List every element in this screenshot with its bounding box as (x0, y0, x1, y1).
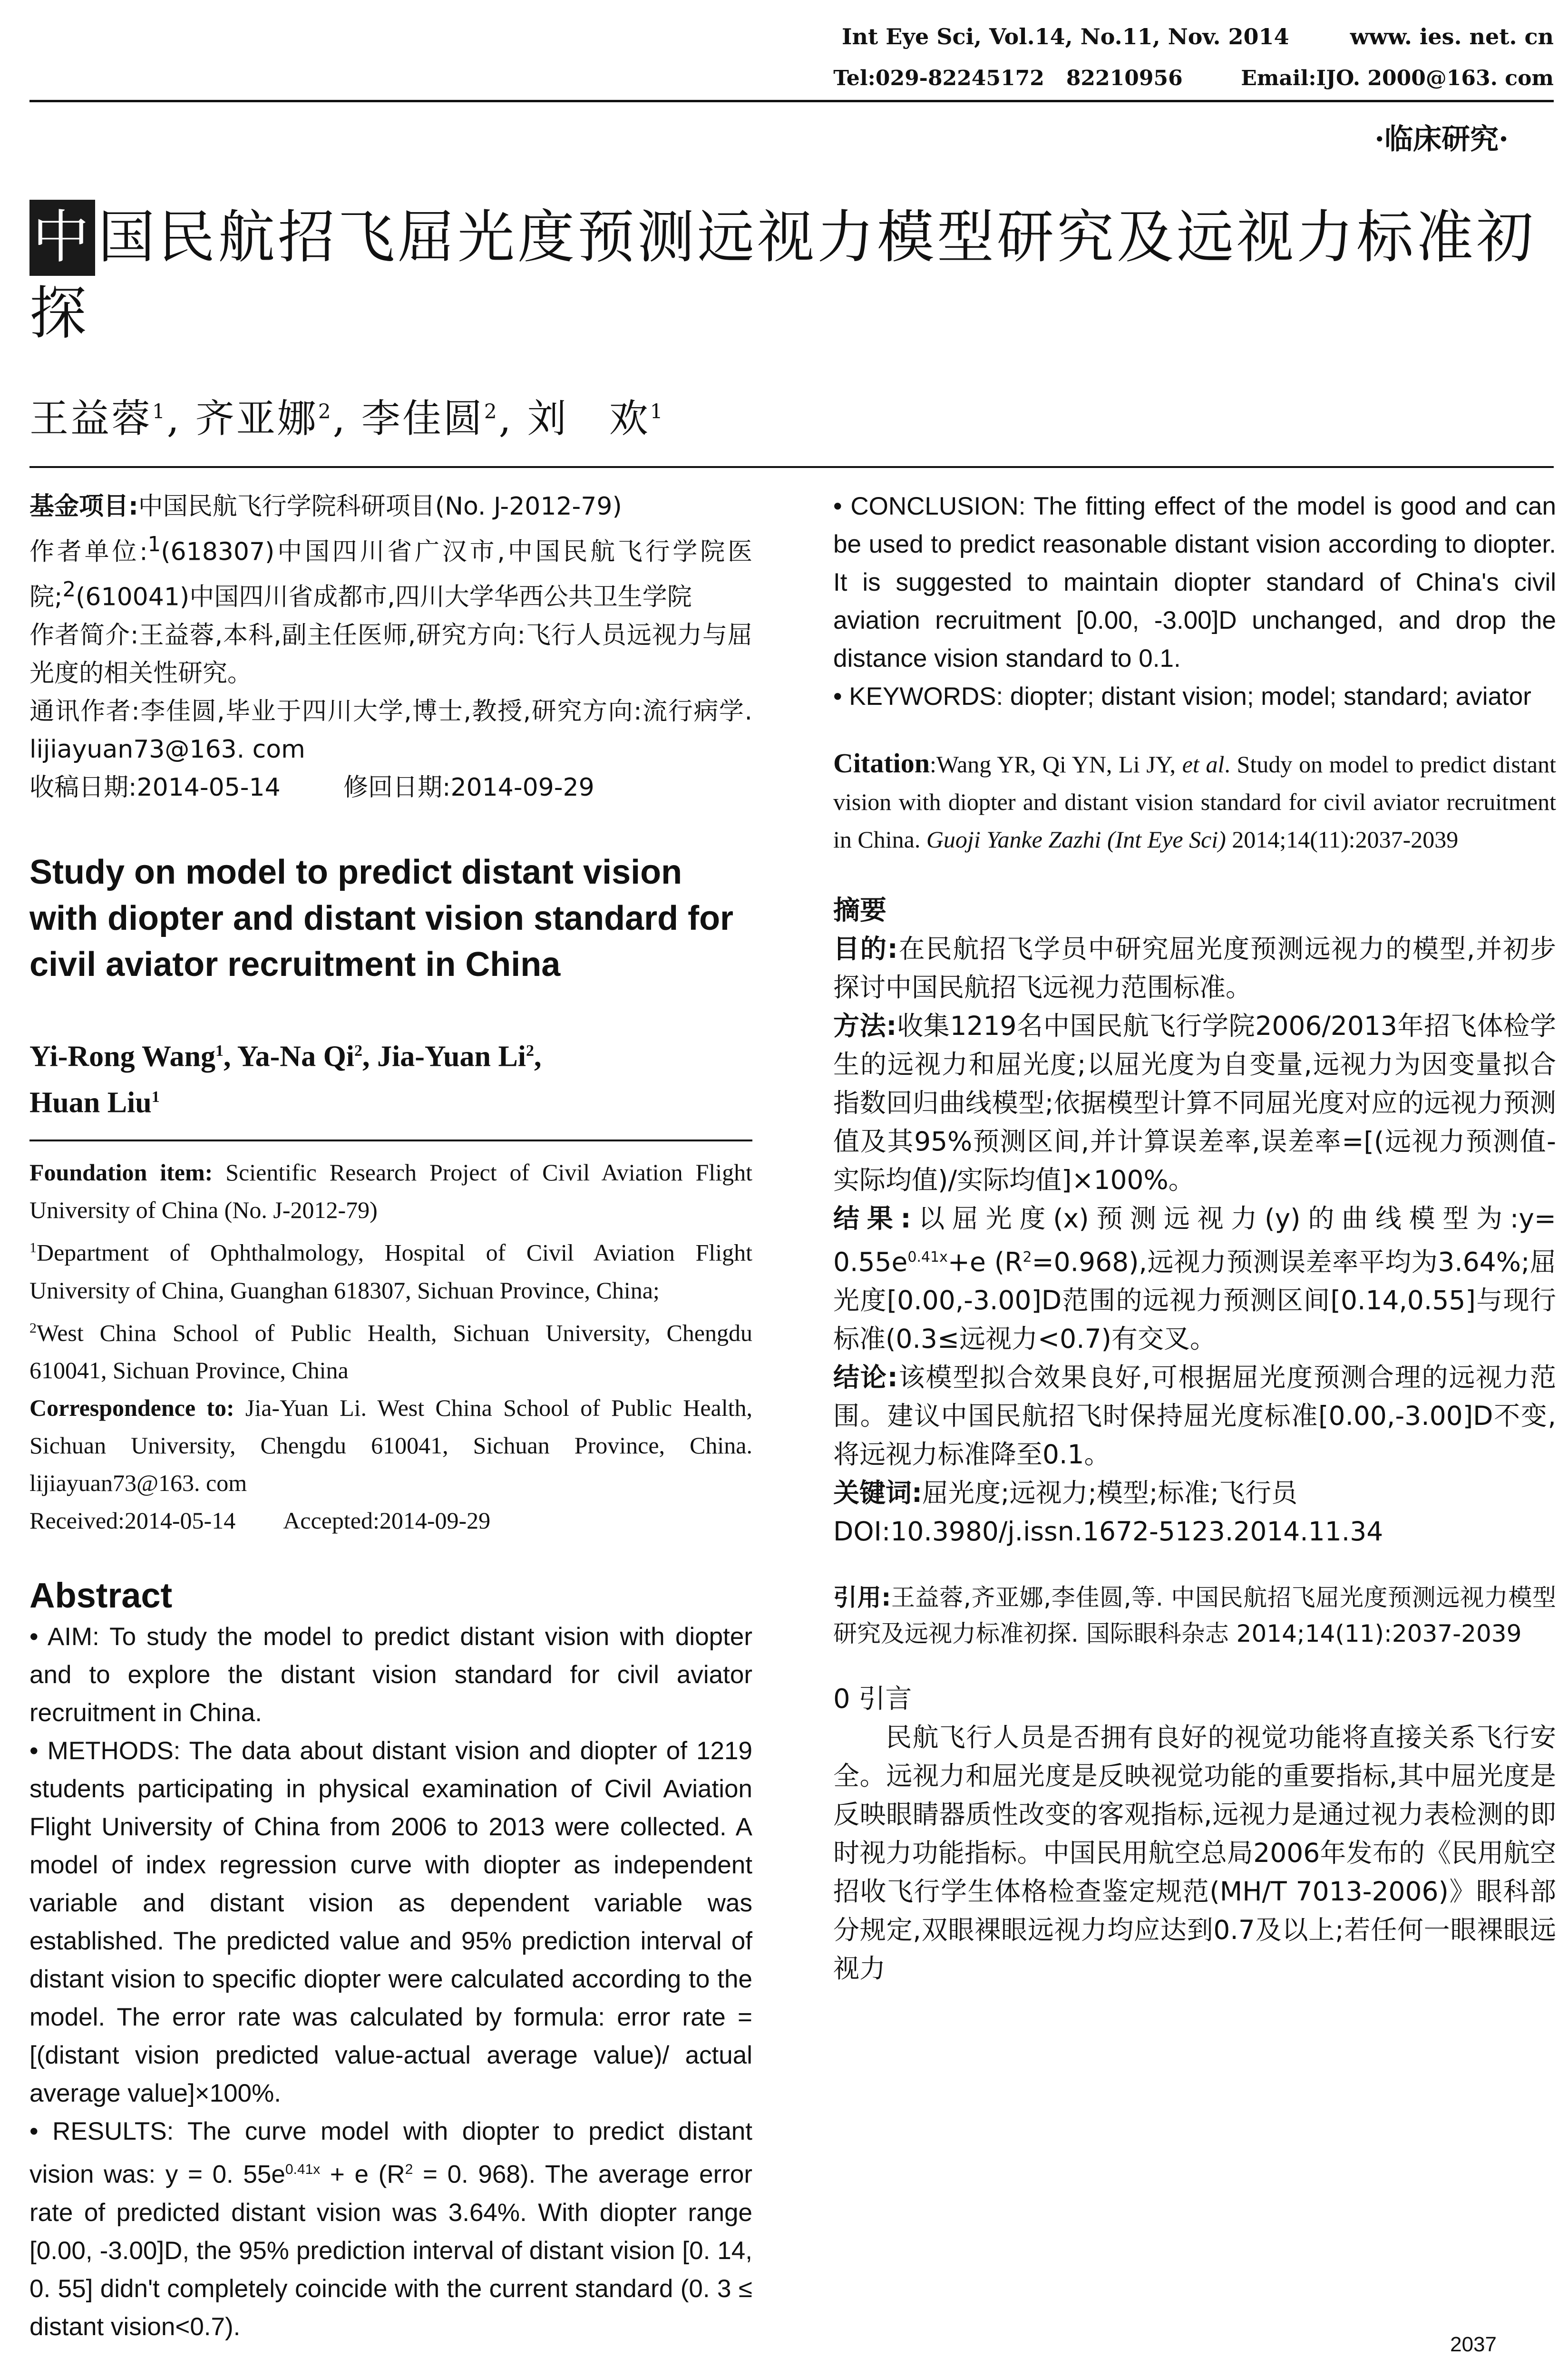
abstract-results: • RESULTS: The curve model with diopter to predict distant vision was: y = 0. $55e^{0.41x} + e$ ($R^2 = 0$. 968). The average error rate of predicted distant vision was 3.64%. With diopter range [0.00, -3.00]D, the 95% prediction interval of distant vision [0. 14, 0. 55] didn't completely coincide with the current standard (0. 3 ≤ distant vision<0.7). (29, 2117, 753, 2341)
header-rule (29, 100, 1554, 102)
section-tag: ·临床研究· (1374, 123, 1509, 156)
author-list-cn: 王益蓉$^1$, 齐亚娜$^2$, 李佳圆$^2$, 刘 欢$^1$ (29, 396, 665, 441)
abstract-keywords: • KEYWORDS: diopter; distant vision; model; standard; aviator (833, 682, 1531, 711)
abstract-body-cont (833, 487, 1556, 716)
intro-paragraph: 民航飞行人员是否拥有良好的视觉功能将直接关系飞行安全。远视力和屈光度是反映视觉功能的重要指标,其中屈光度是反映眼睛器质性改变的客观指标,远视力是通过视力表检测的即时视力功能指标。中国民用航空总局2006年发布的《民用航空招收飞行学生体格检查鉴定规范(MH/T 7013-2006)》眼科部分规定,双眼裸眼远视力均应达到0.7及以上;若任何一眼裸眼远视力 (833, 1722, 1556, 1984)
cn-abstract-heading: 摘要 (833, 895, 886, 926)
english-title: Study on model to predict distant vision with diopter and distant vision standard for civil aviator recruitment in China (29, 853, 734, 984)
article-title (29, 200, 1556, 352)
journal-header-line1: Int Eye Sci, Vol.14, No.11, Nov. 2014 www. ies. net. cn (842, 24, 1554, 49)
cn-citation: 引用:王益蓉,齐亚娜,李佳圆,等. 中国民航招飞屈光度预测远视力模型研究及远视力标准初探. 国际眼科杂志 2014;14(11):2037-2039 (833, 1584, 1556, 1648)
doi: DOI:10.3980/j.issn.1672-5123.2014.11.34 (833, 1516, 1383, 1547)
right-column (833, 487, 1556, 1988)
title-first-char: 中 (29, 200, 95, 276)
abstract-heading: Abstract (29, 1576, 173, 1616)
citation: Citation:Wang YR, Qi YN, Li JY, et al. Study on model to predict distant vision with diopter and distant vision standard for civil aviator recruitment in China. Guoji Yanke Zazhi (Int Eye Sci) 2014;14(11):2037-2039 (833, 748, 1557, 853)
author-name: 李佳圆 (361, 396, 484, 441)
author-name: 齐亚娜 (195, 396, 318, 441)
left-column (29, 487, 752, 2346)
author-name: 王益蓉 (29, 396, 153, 441)
intro-heading: 0 引言 (833, 1684, 912, 1715)
title-rest: 国民航招飞屈光度预测远视力模型研究及远视力标准初探 (29, 205, 1536, 347)
abstract-conclusion: • CONCLUSION: The fitting effect of the model is good and can be used to predict reasonable distant vision according to diopter. It is suggested to maintain diopter standard of China's civil aviation recruitment [0.00, -3.00]D unchanged, and drop the distance vision standard to 0.1. (833, 492, 1556, 672)
cn-meta: 基金项目:中国民航飞行学院科研项目(No. J-2012-79) 作者单位:$^1$(618307)中国四川省广汉市,中国民航飞行学院医院;$^2$(610041)中国四川省成都市,四川大学华西公共卫生学院 作者简介:王益蓉,本科,副主任医师,研究方向:飞行人员远视力与屈光度的相关性研究。 通讯作者:李佳圆,毕业于四川大学,博士,教授,研究方向:流行病学. lijiayuan73@163. com 收稿日期:2014-05-14 修回日期:2014-09-29 (29, 492, 752, 802)
abstract-body (29, 1618, 752, 2346)
author-list-en: Yi-Rong Wang$^1$, Ya-Na Qi$^2$, Jia-Yuan Li$^2$, Huan Liu$^1$ (29, 1040, 542, 1119)
authors-rule (29, 466, 1554, 468)
page-number: 2037 (1450, 2333, 1497, 2356)
abstract-aim: • AIM: To study the model to predict distant vision with diopter and to explore the distant vision standard for civil aviator recruitment in China. (29, 1623, 752, 1727)
en-authors-rule (29, 1140, 752, 1141)
cn-abstract-body: 目的:在民航招飞学员中研究屈光度预测远视力的模型,并初步探讨中国民航招飞远视力范围标准。 方法:收集1219名中国民航飞行学院2006/2013年招飞体检学生的远视力和屈光度;以屈光度为自变量,远视力为因变量拟合指数回归曲线模型;依据模型计算不同屈光度对应的远视力预测值及其95%预测区间,并计算误差率,误差率=[(远视力预测值-实际均值)/实际均值]×100%。 结果:以屈光度(x)预测远视力(y)的曲线模型为:y= $0.55e^{0.41x}+e$ $(R^2=0.968)$,远视力预测误差率平均为3.64%;屈光度[0.00,-3.00]D范围的远视力预测区间[0.14,0.55]与现行标准(0.3≤远视力<0.7)有交叉。 结论:该模型拟合效果良好,可根据屈光度预测合理的远视力范围。建议中国民航招飞时保持屈光度标准[0.00,-3.00]D不变,将远视力标准降至0.1。 关键词:屈光度;远视力;模型;标准;飞行员 DOI:10.3980/j.issn.1672-5123.2014.11.34 (833, 930, 1556, 1551)
journal-header-line2: Tel:029-82245172 82210956 Email:IJO. 2000@163. com (833, 66, 1554, 90)
abstract-methods: • METHODS: The data about distant vision and diopter of 1219 students participating in physical examination of Civil Aviation Flight University of China from 2006 to 2013 were collected. A model of index regression curve with diopter as independent variable and distant vision as dependent variable was established. The predicted value and 95% prediction interval of distant vision to specific diopter were calculated according to the model. The error rate was calculated by formula: error rate = [(distant vision predicted value-actual average value)/ actual average value]×100%. (29, 1737, 752, 2108)
author-name: 刘 欢 (527, 396, 650, 441)
en-meta: Foundation item: Scientific Research Project of Civil Aviation Flight University of China (No. J-2012-79) $^1$Department of Ophthalmology, Hospital of Civil Aviation Flight University of China, Guanghan 618307, Sichuan Province, China; $^2$West China School of Public Health, Sichuan University, Chengdu 610041, Sichuan Province, China Correspondence to: Jia-Yuan Li. West China School of Public Health, Sichuan University, Chengdu 610041, Sichuan Province, China. lijiayuan73@163. com Received:2014-05-14 Accepted:2014-09-29 (29, 1159, 753, 1534)
